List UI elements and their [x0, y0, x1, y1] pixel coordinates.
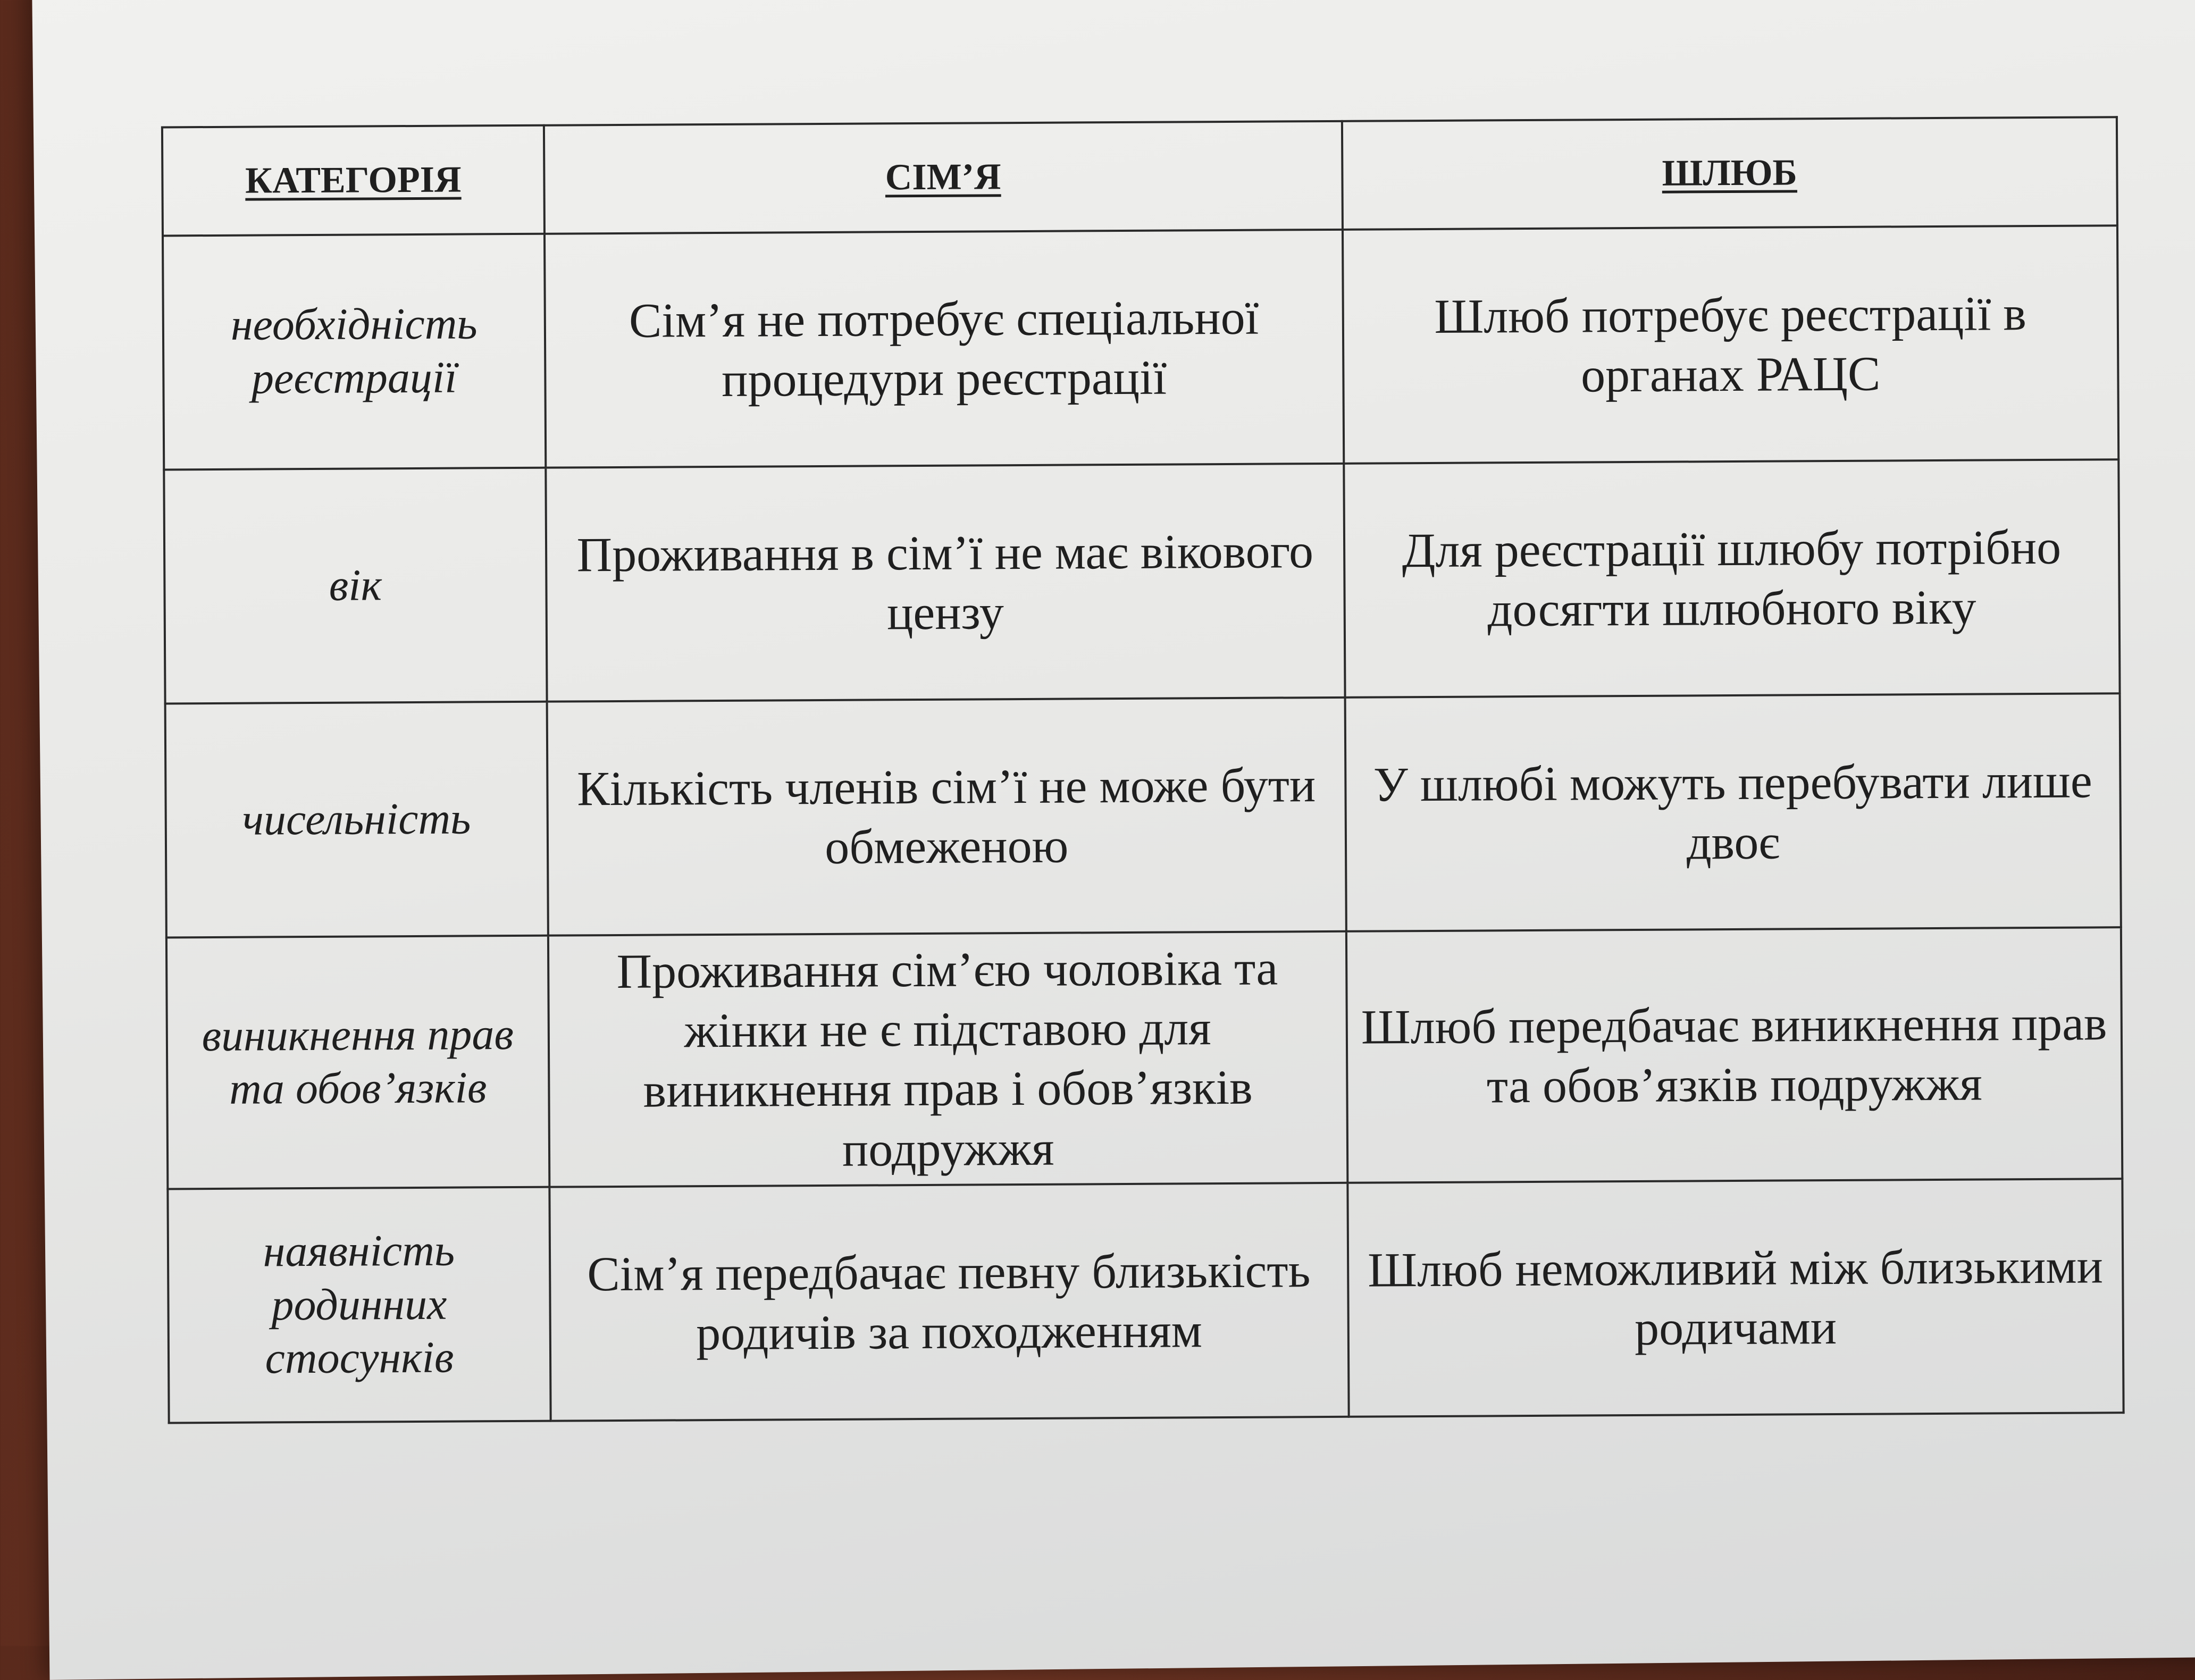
header-marriage: ШЛЮБ: [1342, 117, 2117, 230]
marriage-cell: Шлюб передбачає виникнення прав та обов’язків подружжя: [1346, 927, 2123, 1183]
family-cell: Кількість членів сім’ї не може бути обмеженою: [547, 698, 1346, 936]
header-row: [162, 117, 2117, 236]
category-cell: чисельність: [165, 702, 548, 938]
family-cell: Проживання в сім’ї не має вікового цензу: [546, 464, 1345, 702]
category-cell: необхідність реєстрації: [163, 234, 546, 470]
table-row: [167, 1179, 2123, 1423]
table-body: [163, 225, 2124, 1423]
family-cell: Сім’я не потребує спеціальної процедури реєстрації: [544, 230, 1344, 468]
paper-sheet: [32, 0, 2195, 1680]
marriage-cell: У шлюбі можуть перебувати лише двоє: [1345, 693, 2121, 931]
category-cell: вік: [164, 468, 547, 704]
table-row: [165, 693, 2121, 937]
comparison-table: [161, 116, 2125, 1424]
marriage-cell: Шлюб потребує реєстрації в органах РАЦС: [1343, 225, 2119, 464]
marriage-cell: Шлюб неможливий між близькими родичами: [1347, 1179, 2124, 1417]
marriage-cell: Для реєстрації шлюбу потрібно досягти шлюбного віку: [1344, 459, 2120, 698]
header-family: СІМ’Я: [544, 121, 1343, 234]
table-header: [162, 117, 2117, 236]
category-cell: виникнення прав та обов’язків: [166, 936, 549, 1189]
category-cell: наявність родинних стосунків: [167, 1187, 550, 1423]
header-category: КАТЕГОРІЯ: [162, 125, 544, 236]
table-row: [166, 927, 2122, 1189]
family-cell: Сім’я передбачає певну близькість родичів за походженням: [549, 1183, 1348, 1421]
family-cell: Проживання сім’єю чоловіка та жінки не є підставою для виникнення прав і обов’язків подружжя: [548, 931, 1347, 1187]
table-row: [164, 459, 2119, 703]
table-row: [163, 225, 2118, 469]
